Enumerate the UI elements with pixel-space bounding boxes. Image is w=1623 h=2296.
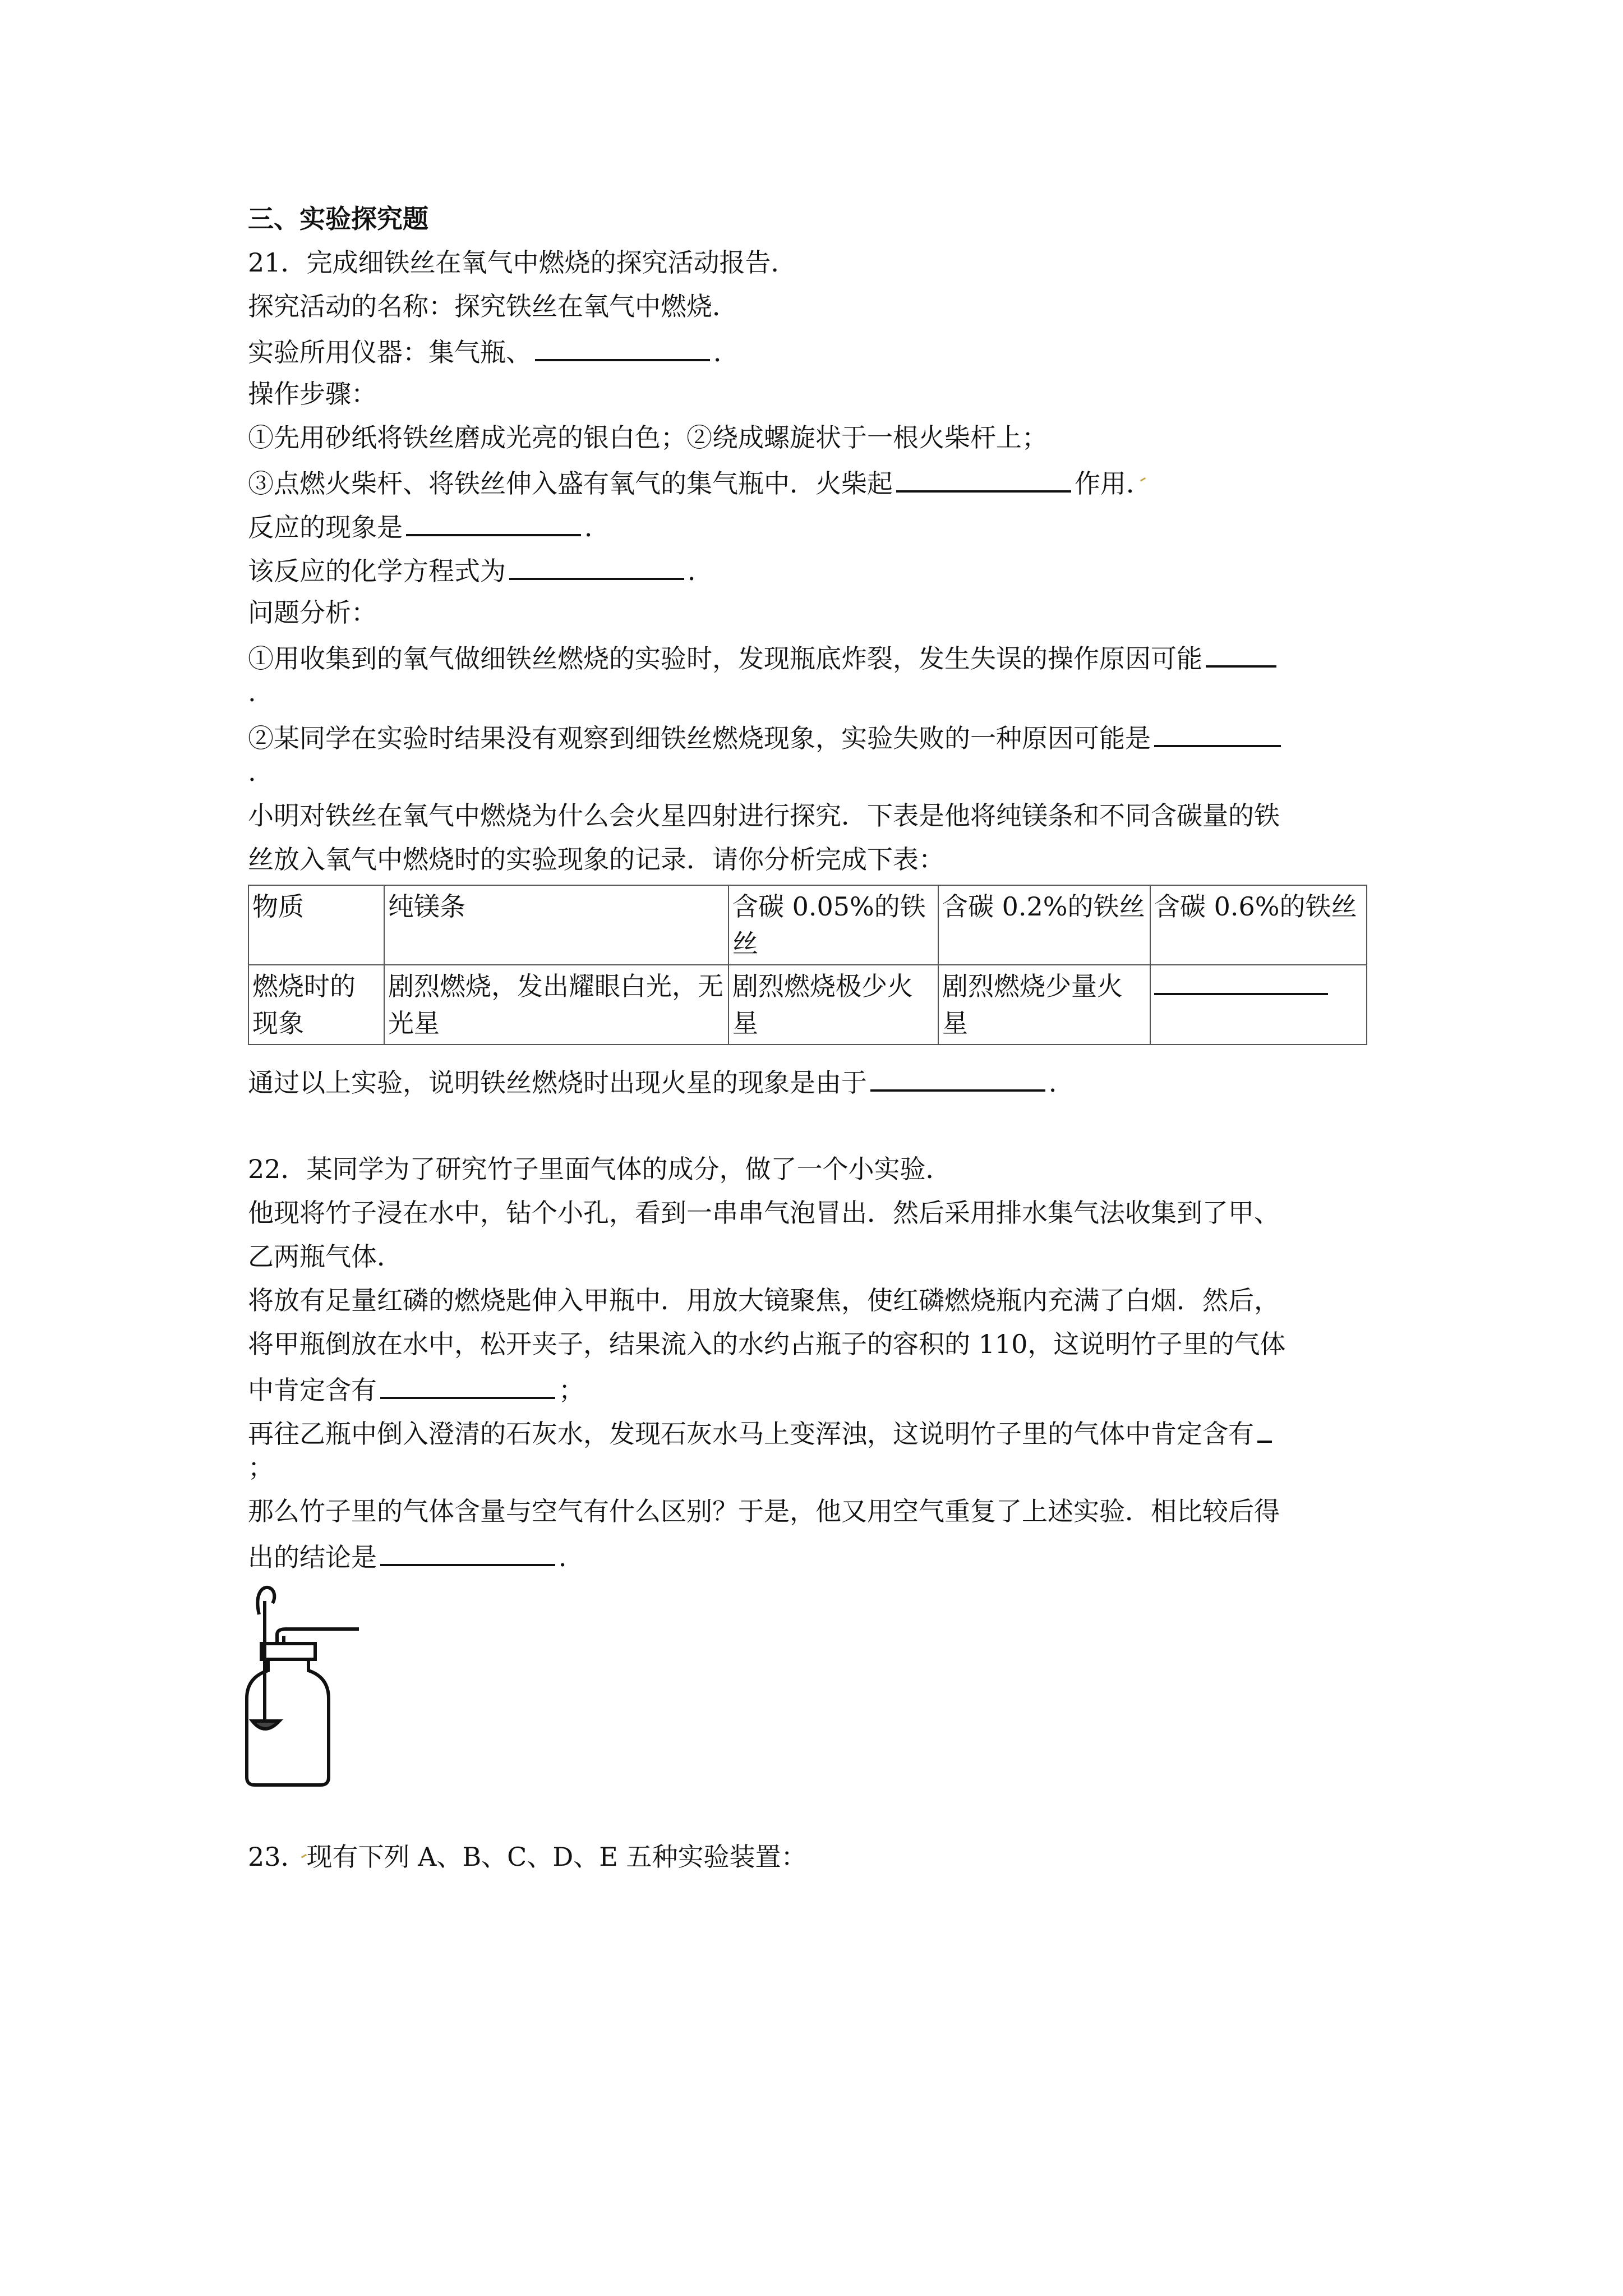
q21-phenomenon-text: 反应的现象是 <box>248 512 403 542</box>
experiment-table <box>248 885 1367 1045</box>
answer-blank-table[interactable] <box>1154 976 1328 995</box>
table-header: 含碳 0.05%的铁丝 <box>728 885 938 965</box>
table-header: 含碳 0.2%的铁丝 <box>938 885 1150 965</box>
table-cell: 剧烈燃烧少量火星 <box>938 965 1150 1045</box>
table-header: 纯镁条 <box>384 885 728 965</box>
stopper <box>261 1644 315 1659</box>
q21-instruments <box>248 333 739 369</box>
combustion-spoon <box>252 1721 279 1729</box>
q21-analysis1-text: ①用收集到的氧气做细铁丝燃烧的实验时，发现瓶底炸裂，发生失误的操作原因可能 <box>248 643 1202 674</box>
q21-analysis1 <box>248 639 1280 675</box>
table-header: 含碳 0.6%的铁丝 <box>1150 885 1367 965</box>
q21-conclusion-text: 通过以上实验，说明铁丝燃烧时出现火星的现象是由于 <box>248 1068 867 1098</box>
q22-p1: 他现将竹子浸在水中，钻个小孔，看到一串串气泡冒出．然后采用排水集气法收集到了甲、 <box>248 1198 1280 1228</box>
q22-p5-text: 中肯定含有 <box>248 1375 377 1405</box>
answer-blank-instruments[interactable] <box>535 333 710 361</box>
answer-blank-gas-a[interactable] <box>380 1371 555 1399</box>
q23-title: 23．现有下列 A、B、C、D、E 五种实验装置： <box>248 1842 807 1872</box>
table-header: 物质 <box>248 885 384 965</box>
answer-blank-equation[interactable] <box>509 552 684 580</box>
q22-p7: ； <box>248 1452 274 1483</box>
q21-xiaoming1: 小明对铁丝在氧气中燃烧为什么会火星四射进行探究．下表是他将纯镁条和不同含碳量的铁 <box>248 800 1280 831</box>
q21-steps-label: 操作步骤： <box>248 379 377 409</box>
q22-p4: 将甲瓶倒放在水中，松开夹子，结果流入的水约占瓶子的容积的 110，这说明竹子里的气体 <box>248 1329 1286 1359</box>
q21-equation-text: 该反应的化学方程式为 <box>248 556 506 586</box>
q22-p6 <box>248 1415 1275 1451</box>
q21-conclusion <box>248 1064 1075 1099</box>
answer-blank-match-role[interactable] <box>896 464 1071 493</box>
answer-blank-gas-b[interactable] <box>1257 1415 1272 1443</box>
q21-instruments-text: 实验所用仪器：集气瓶、 <box>248 337 532 367</box>
q22-p3: 将放有足量红磷的燃烧匙伸入甲瓶中．用放大镜聚焦，使红磷燃烧瓶内充满了白烟．然后， <box>248 1285 1280 1315</box>
answer-blank-phenomenon[interactable] <box>406 508 581 536</box>
q22-p6-text: 再往乙瓶中倒入澄清的石灰水，发现石灰水马上变浑浊，这说明竹子里的气体中肯定含有 <box>248 1419 1254 1449</box>
gas-jar-apparatus-figure <box>236 1581 370 1794</box>
q22-p9 <box>248 1538 584 1574</box>
period: ． <box>688 556 713 586</box>
q21-analysis2-end: . <box>248 757 256 787</box>
q21-analysis2-text: ②某同学在实验时结果没有观察到细铁丝燃烧现象，实验失败的一种原因可能是 <box>248 723 1151 753</box>
q21-step3-tail: 作用． <box>1075 468 1152 499</box>
q22-title: 22．某同学为了研究竹子里面气体的成分，做了一个小实验． <box>248 1154 952 1184</box>
q21-analysis2 <box>248 719 1284 755</box>
table-cell: 剧烈燃烧极少火星 <box>728 965 938 1045</box>
answer-blank-conclusion[interactable] <box>870 1064 1045 1092</box>
q21-analysis1-end: . <box>248 677 256 707</box>
q22-p8: 那么竹子里的气体含量与空气有什么区别？于是，他又用空气重复了上述实验．相比较后得 <box>248 1496 1280 1526</box>
section-title: 三、实验探究题 <box>248 204 428 234</box>
answer-blank-q22-conclusion[interactable] <box>380 1538 555 1566</box>
answer-blank-analysis1[interactable] <box>1206 639 1276 668</box>
table-row-label: 燃烧时的现象 <box>248 965 384 1045</box>
q21-phenomenon <box>248 508 610 544</box>
q21-analysis-label: 问题分析： <box>248 597 377 628</box>
q21-title: 21．完成细铁丝在氧气中燃烧的探究活动报告． <box>248 247 797 278</box>
table-row <box>248 965 1367 1045</box>
period: ． <box>1049 1068 1075 1098</box>
q21-equation <box>248 552 713 588</box>
q21-step12: ①先用砂纸将铁丝磨成光亮的银白色；②绕成螺旋状于一根火柴杆上； <box>248 422 1048 453</box>
q21-step3 <box>248 464 1152 500</box>
answer-blank-analysis2[interactable] <box>1154 719 1281 747</box>
table-cell: 剧烈燃烧，发出耀眼白光，无光星 <box>384 965 728 1045</box>
table-cell-answer[interactable] <box>1150 965 1367 1045</box>
q21-xiaoming2: 丝放入氧气中燃烧时的实验现象的记录．请你分析完成下表： <box>248 844 944 875</box>
q22-p5 <box>248 1371 584 1407</box>
period: ． <box>559 1542 584 1572</box>
period: ． <box>584 512 610 542</box>
q22-p2: 乙两瓶气体． <box>248 1241 403 1272</box>
q22-p9-text: 出的结论是 <box>248 1542 377 1572</box>
semicolon: ； <box>559 1375 584 1405</box>
table-row <box>248 885 1367 965</box>
period: ． <box>713 337 739 367</box>
q21-activity: 探究活动的名称：探究铁丝在氧气中燃烧． <box>248 291 738 321</box>
q21-step3-text: ③点燃火柴杆、将铁丝伸入盛有氧气的集气瓶中．火柴起 <box>248 468 893 499</box>
